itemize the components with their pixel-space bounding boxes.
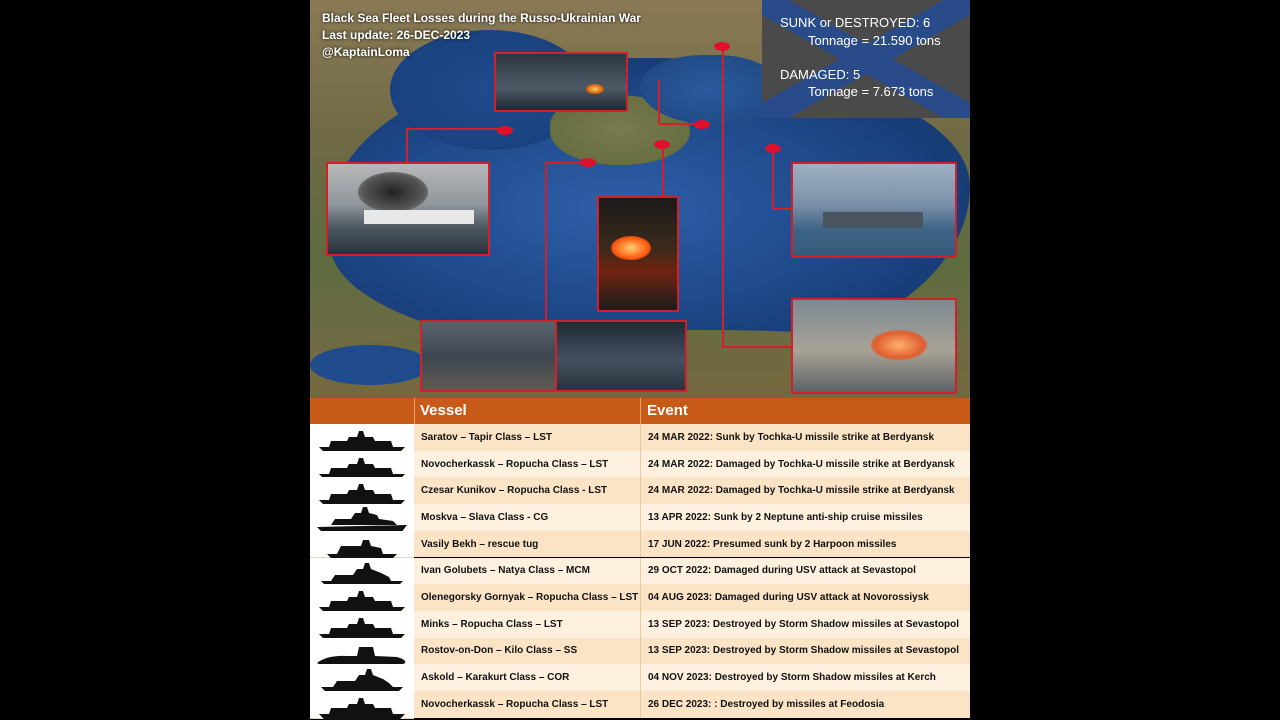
table-header: [310, 398, 970, 424]
last-update: Last update: 26-DEC-2023: [322, 28, 471, 42]
location-marker: [580, 158, 596, 167]
connector-line: [545, 162, 547, 322]
ship-silhouette-cell: [310, 611, 414, 639]
map-title: Black Sea Fleet Losses during the Russo-Ukrainian War: [322, 11, 641, 25]
table-row: [310, 424, 970, 451]
photo-damaged-dock: [420, 320, 558, 392]
ship-silhouette-cell: [310, 664, 414, 692]
vessel-cell: Askold – Karakurt Class – COR: [414, 664, 640, 691]
photo-moskva-burning: [326, 162, 490, 256]
table-row: [310, 451, 970, 478]
photo-feodosia-strike: [791, 298, 957, 394]
damaged-tonnage: Tonnage = 7.673 tons: [808, 84, 934, 99]
infographic-panel: [310, 0, 970, 720]
photo-submarine-drydock: [555, 320, 687, 392]
column-divider: [640, 398, 641, 424]
event-cell: 17 JUN 2022: Presumed sunk by 2 Harpoon missiles: [640, 531, 970, 558]
connector-line: [772, 150, 774, 208]
vessel-cell: Rostov-on-Don – Kilo Class – SS: [414, 638, 640, 665]
event-cell: 24 MAR 2022: Sunk by Tochka-U missile strike at Berdyansk: [640, 424, 970, 451]
photo-ship-in-harbor: [791, 162, 957, 258]
ship-silhouette-cell: [310, 451, 414, 479]
ship-silhouette-cell: [310, 424, 414, 452]
table-row: [310, 664, 970, 691]
connector-line: [406, 128, 506, 130]
ship-silhouette-cell: [310, 691, 414, 719]
vessel-cell: Czesar Kunikov – Ropucha Class - LST: [414, 477, 640, 504]
event-cell: 13 SEP 2023: Destroyed by Storm Shadow missiles at Sevastopol: [640, 611, 970, 638]
connector-line: [406, 128, 408, 164]
sunk-count: SUNK or DESTROYED: 6: [780, 15, 931, 30]
vessel-cell: Ivan Golubets – Natya Class – MCM: [414, 558, 640, 585]
landing-ship-icon: [316, 694, 408, 720]
table-row: [310, 531, 970, 558]
connector-line: [722, 346, 792, 348]
connector-line: [722, 48, 724, 346]
black-sea-map: [310, 0, 970, 398]
event-column-header: Event: [647, 402, 688, 419]
event-cell: 13 APR 2022: Sunk by 2 Neptune anti-ship cruise missiles: [640, 504, 970, 531]
marmara-sea: [310, 345, 430, 385]
event-cell: 13 SEP 2023: Destroyed by Storm Shadow missiles at Sevastopol: [640, 638, 970, 665]
connector-line: [662, 148, 664, 198]
table-row: [310, 477, 970, 504]
connector-line: [772, 208, 792, 210]
vessel-cell: Minks – Ropucha Class – LST: [414, 611, 640, 638]
ship-silhouette-cell: [310, 638, 414, 666]
table-row: [310, 558, 970, 585]
location-marker: [694, 120, 710, 129]
table-row: [310, 504, 970, 531]
vessel-cell: Vasily Bekh – rescue tug: [414, 531, 640, 558]
vessel-cell: Saratov – Tapir Class – LST: [414, 424, 640, 451]
table-row: [310, 691, 970, 718]
ship-silhouette-cell: [310, 504, 414, 532]
event-cell: 26 DEC 2023: : Destroyed by missiles at Feodosia: [640, 691, 970, 718]
event-cell: 04 NOV 2023: Destroyed by Storm Shadow missiles at Kerch: [640, 664, 970, 691]
location-marker: [714, 42, 730, 51]
event-cell: 24 MAR 2022: Damaged by Tochka-U missile strike at Berdyansk: [640, 451, 970, 478]
table-row: [310, 638, 970, 665]
connector-line: [658, 80, 660, 125]
ship-silhouette-cell: [310, 558, 414, 586]
table-row: [310, 584, 970, 611]
damaged-count: DAMAGED: 5: [780, 67, 861, 82]
vessel-cell: Olenegorsky Gornyak – Ropucha Class – LST: [414, 584, 640, 611]
vessel-column-header: Vessel: [420, 402, 467, 419]
vessel-cell: Novocherkassk – Ropucha Class – LST: [414, 691, 640, 718]
sunk-tonnage: Tonnage = 21.590 tons: [808, 33, 941, 48]
location-marker: [654, 140, 670, 149]
ship-silhouette-cell: [310, 584, 414, 612]
vessel-cell: Novocherkassk – Ropucha Class – LST: [414, 451, 640, 478]
event-cell: 24 MAR 2022: Damaged by Tochka-U missile strike at Berdyansk: [640, 477, 970, 504]
photo-explosion-night: [597, 196, 679, 312]
ship-silhouette-cell: [310, 531, 414, 559]
table-row: [310, 611, 970, 638]
event-cell: 04 AUG 2023: Damaged during USV attack at Novorossiysk: [640, 584, 970, 611]
vessel-cell: Moskva – Slava Class - CG: [414, 504, 640, 531]
photo-port-night: [494, 52, 628, 112]
author-handle: @KaptainLoma: [322, 45, 410, 59]
location-marker: [765, 144, 781, 153]
ship-icon-column-header: [310, 398, 415, 424]
location-marker: [497, 126, 513, 135]
event-cell: 29 OCT 2022: Damaged during USV attack at Sevastopol: [640, 558, 970, 585]
ship-silhouette-cell: [310, 477, 414, 505]
summary-box: [762, 0, 970, 118]
